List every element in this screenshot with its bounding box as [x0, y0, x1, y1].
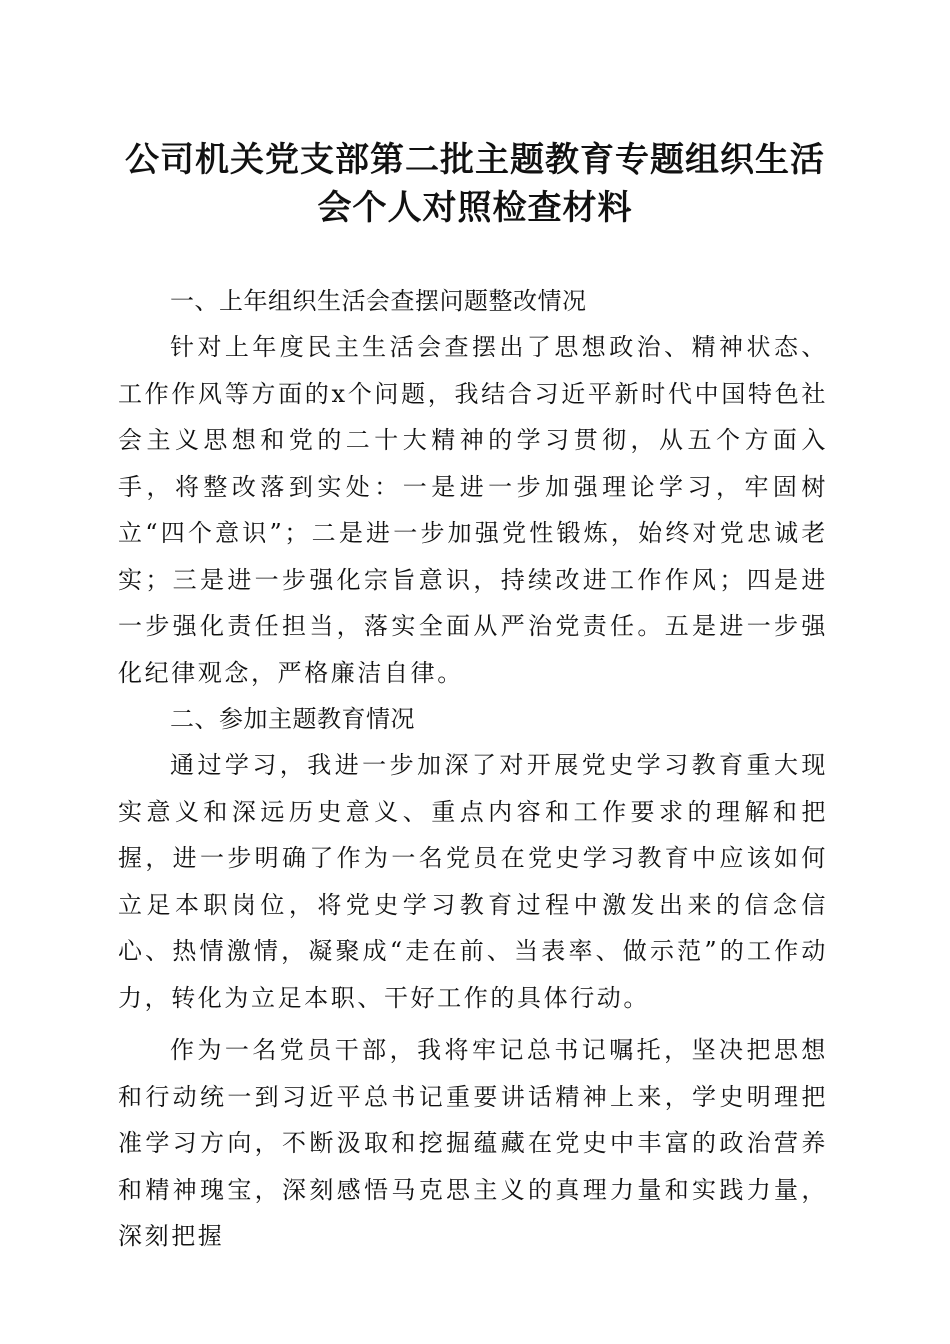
section-2-heading: 二、参加主题教育情况	[170, 705, 415, 733]
section-2-paragraph-1: 通过学习，我进一步加深了对开展党史学习教育重大现实意义和深远历史意义、重点内容和工作要求的理解和把握，进一步明确了作为一名党员在党史学习教育中应该如何立足本职岗位，将党史学习教育过程中激发出来的信念信心、热情激情，凝聚成“走在前、当表率、做示范”的工作动力，转化为立足本职、干好工作的具体行动。	[118, 751, 828, 1012]
section-1-heading: 一、上年组织生活会查摆问题整改情况	[170, 287, 587, 315]
document-title	[100, 136, 850, 232]
section-2-paragraph-2: 作为一名党员干部，我将牢记总书记嘱托，坚决把思想和行动统一到习近平总书记重要讲话精神上来，学史明理把准学习方向，不断汲取和挖掘蕴藏在党史中丰富的政治营养和精神瑰宝，深刻感悟马克思主义的真理力量和实践力量，深刻把握	[118, 1036, 828, 1250]
document-body	[118, 278, 828, 1260]
title-line-2: 会个人对照检查材料	[317, 188, 633, 228]
title-line-1: 公司机关党支部第二批主题教育专题组织生活	[125, 140, 825, 180]
section-1-paragraph: 针对上年度民主生活会查摆出了思想政治、精神状态、工作作风等方面的x个问题，我结合习近平新时代中国特色社会主义思想和党的二十大精神的学习贯彻，从五个方面入手，将整改落到实处：一是进一步加强理论学习，牢固树立“四个意识”；二是进一步加强党性锻炼，始终对党忠诚老实；三是进一步强化宗旨意识，持续改进工作作风；四是进一步强化责任担当，落实全面从严治党责任。五是进一步强化纪律观念，严格廉洁自律。	[118, 333, 828, 687]
